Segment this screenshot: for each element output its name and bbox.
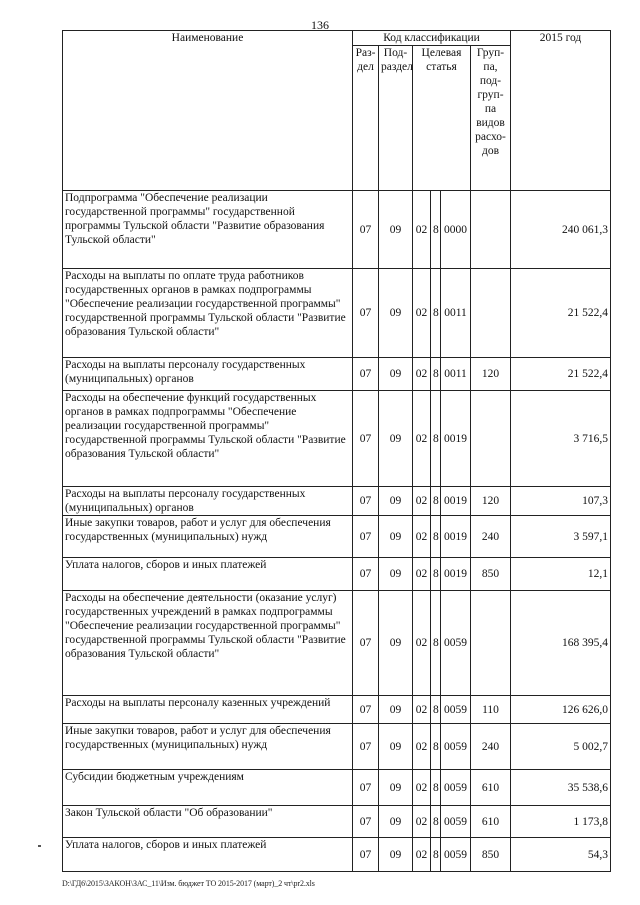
- table-row: [63, 487, 611, 516]
- row-name: Расходы на выплаты персоналу казенных учреждений: [63, 696, 353, 724]
- row-target-direction: 0059: [441, 591, 471, 696]
- table-body: [63, 191, 611, 872]
- row-target-subprogram: 8: [431, 191, 441, 269]
- row-subsection: 09: [379, 558, 413, 591]
- row-subsection: 09: [379, 487, 413, 516]
- row-target-subprogram: 8: [431, 558, 441, 591]
- table-row: [63, 191, 611, 269]
- table-row: [63, 558, 611, 591]
- row-name: Уплата налогов, сборов и иных платежей: [63, 838, 353, 872]
- row-target-subprogram: 8: [431, 806, 441, 838]
- row-target-direction: 0000: [441, 191, 471, 269]
- row-target-subprogram: 8: [431, 696, 441, 724]
- row-target-program: 02: [413, 487, 431, 516]
- row-section: 07: [353, 516, 379, 558]
- row-section: 07: [353, 358, 379, 391]
- row-subsection: 09: [379, 269, 413, 358]
- row-section: 07: [353, 770, 379, 806]
- header-target-article: Целевая статья: [413, 46, 471, 191]
- row-target-direction: 0019: [441, 516, 471, 558]
- row-expense-group: 610: [471, 770, 511, 806]
- row-amount: 3 597,1: [511, 516, 611, 558]
- row-section: 07: [353, 191, 379, 269]
- row-expense-group: [471, 269, 511, 358]
- header-name: Наименование: [63, 31, 353, 191]
- row-amount: 21 522,4: [511, 269, 611, 358]
- row-amount: 35 538,6: [511, 770, 611, 806]
- table-header: [63, 31, 611, 191]
- row-expense-group: 120: [471, 487, 511, 516]
- row-name: Закон Тульской области "Об образовании": [63, 806, 353, 838]
- row-subsection: 09: [379, 191, 413, 269]
- row-section: 07: [353, 838, 379, 872]
- row-target-program: 02: [413, 838, 431, 872]
- row-amount: 5 002,7: [511, 724, 611, 770]
- row-amount: 240 061,3: [511, 191, 611, 269]
- file-path-footer: D:\ГД6\2015\ЗАКОН\ЗАС_11\Изм. бюджет ТО 2015-2017 (март)_2 чт\pr2.xls: [62, 879, 315, 888]
- row-target-direction: 0059: [441, 696, 471, 724]
- row-expense-group: 850: [471, 558, 511, 591]
- row-subsection: 09: [379, 696, 413, 724]
- row-expense-group: [471, 391, 511, 487]
- row-target-direction: 0059: [441, 838, 471, 872]
- row-target-program: 02: [413, 591, 431, 696]
- row-amount: 126 626,0: [511, 696, 611, 724]
- row-section: 07: [353, 391, 379, 487]
- row-subsection: 09: [379, 516, 413, 558]
- row-name: Расходы на выплаты персоналу государственных (муниципальных) органов: [63, 358, 353, 391]
- row-name: Расходы на обеспечение деятельности (оказание услуг) государственных учреждений в рамках подпрограммы "Обеспечение реализации государственной программы" государственной программы Тульской области "Развитие образования Тульской области": [63, 591, 353, 696]
- row-subsection: 09: [379, 838, 413, 872]
- row-section: 07: [353, 696, 379, 724]
- table-row: [63, 269, 611, 358]
- row-subsection: 09: [379, 770, 413, 806]
- row-amount: 21 522,4: [511, 358, 611, 391]
- row-name: Иные закупки товаров, работ и услуг для обеспечения государственных (муниципальных) нужд: [63, 516, 353, 558]
- row-name: Расходы на выплаты по оплате труда работников государственных органов в рамках подпрограммы "Обеспечение реализации государственной программы" государственной программы Тульской области "Развитие образования Тульской области": [63, 269, 353, 358]
- header-subsection: Под- раздел: [379, 46, 413, 191]
- row-subsection: 09: [379, 806, 413, 838]
- row-target-program: 02: [413, 269, 431, 358]
- row-target-program: 02: [413, 516, 431, 558]
- row-target-direction: 0059: [441, 724, 471, 770]
- row-amount: 168 395,4: [511, 591, 611, 696]
- row-target-program: 02: [413, 770, 431, 806]
- row-target-subprogram: 8: [431, 487, 441, 516]
- row-target-direction: 0011: [441, 358, 471, 391]
- row-expense-group: 240: [471, 724, 511, 770]
- row-target-direction: 0019: [441, 487, 471, 516]
- row-expense-group: [471, 591, 511, 696]
- row-target-direction: 0011: [441, 269, 471, 358]
- row-expense-group: [471, 191, 511, 269]
- margin-mark: [38, 845, 41, 847]
- row-section: 07: [353, 487, 379, 516]
- budget-table: [62, 30, 611, 872]
- header-year: 2015 год: [511, 31, 611, 191]
- row-target-subprogram: 8: [431, 269, 441, 358]
- table-row: [63, 591, 611, 696]
- row-target-program: 02: [413, 391, 431, 487]
- row-target-direction: 0019: [441, 391, 471, 487]
- page-number: 136: [311, 18, 329, 32]
- row-amount: 3 716,5: [511, 391, 611, 487]
- table-row: [63, 358, 611, 391]
- row-target-program: 02: [413, 806, 431, 838]
- row-target-direction: 0059: [441, 806, 471, 838]
- table-row: [63, 696, 611, 724]
- row-name: Подпрограмма "Обеспечение реализации государственной программы" государственной программы Тульской области "Развитие образования Тульской области": [63, 191, 353, 269]
- row-target-subprogram: 8: [431, 838, 441, 872]
- header-classification: Код классификации: [353, 31, 511, 46]
- row-expense-group: 240: [471, 516, 511, 558]
- table-row: [63, 391, 611, 487]
- row-amount: 1 173,8: [511, 806, 611, 838]
- row-section: 07: [353, 806, 379, 838]
- table-row: [63, 770, 611, 806]
- row-name: Уплата налогов, сборов и иных платежей: [63, 558, 353, 591]
- row-target-direction: 0019: [441, 558, 471, 591]
- row-subsection: 09: [379, 591, 413, 696]
- row-target-subprogram: 8: [431, 391, 441, 487]
- row-amount: 12,1: [511, 558, 611, 591]
- row-name: Расходы на обеспечение функций государственных органов в рамках подпрограммы "Обеспечение реализации государственной программы" государственной программы Тульской области "Развитие образования Тульской области": [63, 391, 353, 487]
- table-row: [63, 516, 611, 558]
- row-name: Субсидии бюджетным учреждениям: [63, 770, 353, 806]
- row-section: 07: [353, 269, 379, 358]
- row-target-subprogram: 8: [431, 770, 441, 806]
- row-target-program: 02: [413, 724, 431, 770]
- row-subsection: 09: [379, 358, 413, 391]
- row-subsection: 09: [379, 724, 413, 770]
- row-expense-group: 110: [471, 696, 511, 724]
- row-target-program: 02: [413, 191, 431, 269]
- header-section: Раз- дел: [353, 46, 379, 191]
- row-name: Иные закупки товаров, работ и услуг для обеспечения государственных (муниципальных) нужд: [63, 724, 353, 770]
- row-target-program: 02: [413, 696, 431, 724]
- row-section: 07: [353, 724, 379, 770]
- row-expense-group: 120: [471, 358, 511, 391]
- row-target-subprogram: 8: [431, 724, 441, 770]
- row-amount: 107,3: [511, 487, 611, 516]
- row-target-subprogram: 8: [431, 358, 441, 391]
- header-expense-group: Груп- па, под- груп- па видов расхо- дов: [471, 46, 511, 191]
- row-target-subprogram: 8: [431, 516, 441, 558]
- row-expense-group: 850: [471, 838, 511, 872]
- row-amount: 54,3: [511, 838, 611, 872]
- row-target-program: 02: [413, 558, 431, 591]
- row-target-program: 02: [413, 358, 431, 391]
- row-expense-group: 610: [471, 806, 511, 838]
- row-section: 07: [353, 591, 379, 696]
- row-subsection: 09: [379, 391, 413, 487]
- row-target-direction: 0059: [441, 770, 471, 806]
- row-name: Расходы на выплаты персоналу государственных (муниципальных) органов: [63, 487, 353, 516]
- row-section: 07: [353, 558, 379, 591]
- table-row: [63, 806, 611, 838]
- table-row: [63, 838, 611, 872]
- table-row: [63, 724, 611, 770]
- row-target-subprogram: 8: [431, 591, 441, 696]
